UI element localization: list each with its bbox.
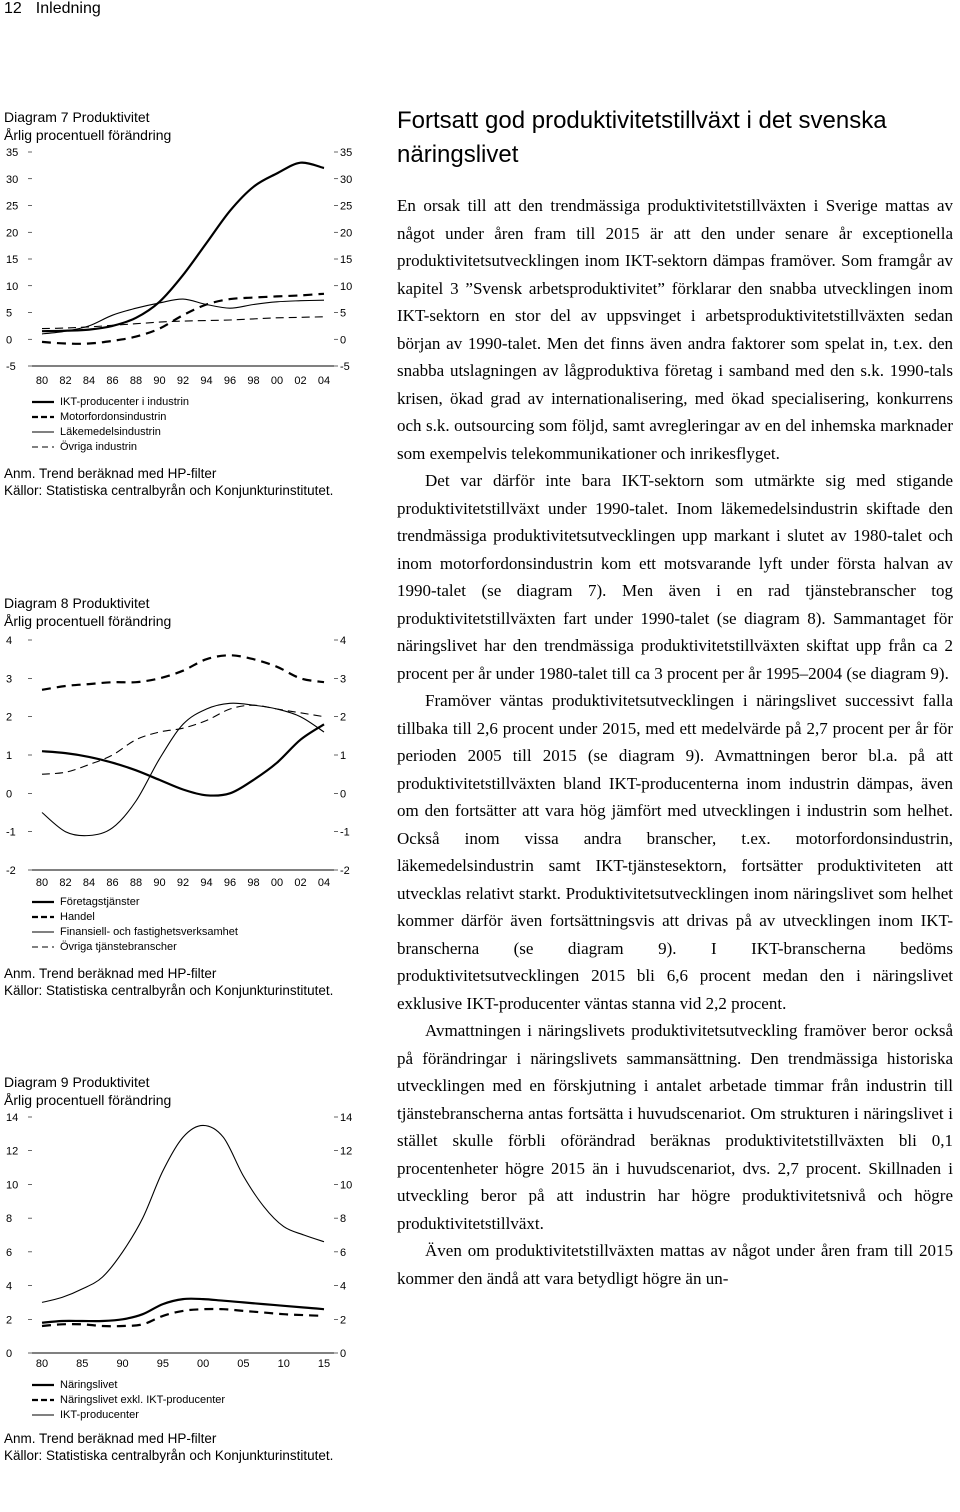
x-tick-label: 04	[317, 375, 331, 387]
y-tick-label-left: 20	[6, 227, 19, 240]
x-tick-label: 15	[317, 1358, 331, 1370]
x-tick-label: 96	[223, 877, 237, 889]
chart-source: Källor: Statistiska centralbyrån och Konjunkturinstitutet.	[4, 483, 334, 498]
page-header	[4, 0, 115, 18]
diagram-7	[4, 108, 370, 499]
legend-label: Läkemedelsindustrin	[60, 425, 161, 438]
y-tick-label-right: -1	[340, 826, 350, 839]
y-tick-label-right: 10	[340, 280, 353, 293]
x-tick-label: 90	[153, 375, 166, 387]
y-tick-label-left: 0	[6, 788, 13, 801]
article	[397, 104, 953, 1292]
legend-swatch	[32, 1411, 54, 1419]
x-tick-label: 80	[35, 1358, 49, 1370]
legend-swatch	[32, 928, 54, 936]
y-tick-label-left: 10	[6, 280, 19, 293]
y-tick-label-right: -2	[340, 865, 350, 877]
y-tick-label-right: 0	[340, 1348, 347, 1360]
chart-subtitle: Årlig procentuell förändring	[4, 613, 172, 629]
legend-swatch	[32, 1381, 54, 1389]
y-tick-label-right: 30	[340, 173, 353, 186]
legend-entry	[4, 939, 370, 954]
y-tick-label-right: 6	[340, 1246, 347, 1259]
y-tick-label-right: 2	[340, 711, 347, 724]
paragraph: En orsak till att den trendmässiga produktivitetstillväxten i Sverige mattas av något under åren fram till 2015 är att den under senare år exceptionella produktivitetsutvecklingen inom IKT-sektorn dämpas framöver. Som framgår av kapitel 3 ”Svensk arbetsproduktivitet” förklarar den snabba utvecklingen inom IKT-sektorn en stor del av uppsvinget i arbetsproduktivitetstillväxten sedan början av 1990-talet. Men det finns även andra faktorer som spelat in, t.ex. den snabba utslagningen av lågproduktiva företag i samband med den s.k. 1990-tals krisen, ökad grad av internationalisering, med ökad specialisering, konkurrens och s.k. outsourcing som följd, samt avregleringar av en del inhemska marknader som exempelvis telekommunikationer och inrikesflyget.	[397, 196, 953, 463]
y-tick-label-right: 4	[340, 635, 347, 647]
y-tick-label-right: 5	[340, 307, 347, 320]
diagram-8	[4, 594, 370, 999]
paragraph: Avmattningen i näringslivets produktivitetsutveckling framöver beror också på förändringar i näringslivets sammansättning. Den trendmässiga historiska utvecklingen med en förskjutning i antalet arbetade timmar från industrin till tjänstebranscherna antas fortsätta i huvudscenariot. Om strukturen i näringslivet i stället skulle förbli oförändrad beräknas produktivitetstillväxten bli 0,1 procentenheter högre 2015 än i huvudscenariot, dvs. 2,7 procent. Skillnaden i utveckling beror på att industrin har högre produktivitetsnivå och högre produktivitetstillväxt.	[397, 1021, 953, 1233]
chart-note: Anm. Trend beräknad med HP-filter	[4, 466, 217, 481]
series-line-1	[42, 163, 324, 332]
y-tick-label-left: 15	[6, 254, 19, 266]
y-tick-label-right: 20	[340, 227, 353, 240]
y-tick-label-left: 4	[6, 635, 13, 647]
x-tick-label: 05	[237, 1358, 250, 1370]
chart-plot	[4, 144, 370, 394]
chart-title: Diagram 7 Produktivitet	[4, 109, 150, 125]
legend-entry	[4, 424, 370, 439]
y-tick-label-right: 0	[340, 334, 347, 347]
legend-entry	[4, 924, 370, 939]
chart-legend	[4, 1377, 370, 1422]
y-tick-label-left: 8	[6, 1213, 13, 1226]
paragraph: Framöver väntas produktivitetsutvecklingen i näringslivet successivt falla tillbaka till 2,6 procent under 2015, med ett medelvärde på 2,7 procent per år för perioden 2005 till 2015 (se diagram 9). Avmattningen beror bl.a. på att produktivitetstillväxten bland IKT-producenterna inom industrin dämpas, även om den fortsätter att vara hög jämfört med utvecklingen i industrin som helhet. Också inom vissa andra branscher, t.ex. motorfordonsindustrin, läkemedelsindustrin samt IKT-tjänstesektorn, fortsätter produktiviteten att utvecklas relativt starkt. Produktivitetsutvecklingen inom näringslivet som helhet kommer därför även fortsättningsvis att drivas på av utvecklingen inom IKT-branscherna (se diagram 9). I IKT-branscherna bedöms produktivitetsutvecklingen 2015 bli 6,6 procent medan den i näringslivet exklusive IKT-producenter väntas stanna vid 2,2 procent.	[397, 691, 953, 1013]
x-tick-label: 94	[200, 375, 213, 387]
y-tick-label-right: 35	[340, 147, 353, 159]
x-tick-label: 02	[294, 877, 307, 889]
y-tick-label-left: 30	[6, 173, 19, 186]
chart-note: Anm. Trend beräknad med HP-filter	[4, 1431, 217, 1446]
paragraph: Även om produktivitetstillväxten mattas av något under åren fram till 2015 kommer den ändå att vara betydligt högre än un-	[397, 1241, 953, 1288]
series-line-2	[42, 655, 324, 690]
series-line-4	[42, 705, 324, 774]
y-tick-label-right: 8	[340, 1213, 347, 1226]
y-tick-label-left: 35	[6, 147, 19, 159]
chart-source: Källor: Statistiska centralbyrån och Konjunkturinstitutet.	[4, 1448, 334, 1463]
paragraph: Det var därför inte bara IKT-sektorn som utmärkte sig med stigande produktivitetstillväxt under 1990-talet. Inom läkemedelsindustrin skiftade den trendmässiga produktivitetsutvecklingen upp markant i slutet av 1980-talet och inom motorfordonsindustrin kom ett motsvarande lyft under första halvan av 1990-talet (se diagram 7). Men även i en rad tjänstebranscher tog produktivitetstillväxten fart under 1990-talet (se diagram 8). Sammantaget för näringslivet har den trendmässiga produktivitetstillväxten skiftat upp från ca 2 procent per år under 1980-talet till ca 3 procent per år 1995–2004 (se diagram 9).	[397, 471, 953, 683]
legend-entry	[4, 1392, 370, 1407]
y-tick-label-left: 2	[6, 711, 13, 724]
legend-swatch	[32, 1396, 54, 1404]
legend-swatch	[32, 413, 54, 421]
series-line-1	[42, 724, 324, 795]
y-tick-label-left: 3	[6, 673, 13, 686]
x-tick-label: 02	[294, 375, 307, 387]
y-tick-label-left: 6	[6, 1246, 13, 1259]
chart-note: Anm. Trend beräknad med HP-filter	[4, 966, 217, 981]
chart-source: Källor: Statistiska centralbyrån och Konjunkturinstitutet.	[4, 983, 334, 998]
x-tick-label: 00	[270, 877, 284, 889]
x-tick-label: 00	[197, 1358, 210, 1370]
y-tick-label-left: 4	[6, 1280, 13, 1293]
y-tick-label-left: 12	[6, 1145, 19, 1158]
legend-entry	[4, 409, 370, 424]
y-tick-label-right: 3	[340, 673, 347, 686]
x-tick-label: 86	[106, 375, 119, 387]
legend-entry	[4, 394, 370, 409]
x-tick-label: 98	[247, 877, 260, 889]
series-line-3	[42, 1125, 324, 1302]
y-tick-label-left: 14	[6, 1112, 19, 1124]
x-tick-label: 90	[116, 1358, 129, 1370]
y-tick-label-left: -1	[6, 826, 16, 839]
y-tick-label-left: -5	[6, 361, 16, 373]
chart-legend	[4, 394, 370, 454]
y-tick-label-left: 1	[6, 750, 13, 762]
legend-label: Näringslivet	[60, 1378, 118, 1391]
legend-entry	[4, 1377, 370, 1392]
legend-swatch	[32, 913, 54, 921]
x-tick-label: 98	[247, 375, 260, 387]
legend-swatch	[32, 428, 54, 436]
legend-label: Handel	[60, 910, 95, 923]
section-heading: Fortsatt god produktivitetstillväxt i det svenska näringslivet	[397, 107, 887, 168]
y-tick-label-right: 14	[340, 1112, 353, 1124]
x-tick-label: 94	[200, 877, 213, 889]
y-tick-label-left: 0	[6, 334, 13, 347]
x-tick-label: 84	[82, 375, 96, 387]
y-tick-label-left: 5	[6, 307, 13, 320]
x-tick-label: 80	[35, 375, 49, 387]
x-tick-label: 85	[76, 1358, 89, 1370]
x-tick-label: 95	[156, 1358, 169, 1370]
y-tick-label-left: 0	[6, 1348, 13, 1360]
y-tick-label-left: -2	[6, 865, 16, 877]
series-line-3	[42, 703, 324, 836]
x-tick-label: 04	[317, 877, 331, 889]
chart-legend	[4, 894, 370, 954]
series-line-3	[42, 299, 324, 334]
x-tick-label: 90	[153, 877, 166, 889]
chart-subtitle: Årlig procentuell förändring	[4, 127, 172, 143]
x-tick-label: 00	[270, 375, 284, 387]
legend-label: Finansiell- och fastighetsverksamhet	[60, 925, 238, 938]
legend-label: IKT-producenter	[60, 1408, 139, 1421]
y-tick-label-right: 4	[340, 1280, 347, 1293]
legend-swatch	[32, 943, 54, 951]
chart-title: Diagram 9 Produktivitet	[4, 1074, 150, 1090]
y-tick-label-left: 10	[6, 1179, 19, 1192]
legend-label: IKT-producenter i industrin	[60, 395, 190, 408]
x-tick-label: 92	[176, 375, 190, 387]
x-tick-label: 96	[223, 375, 237, 387]
chart-title: Diagram 8 Produktivitet	[4, 595, 150, 611]
y-tick-label-left: 2	[6, 1314, 13, 1327]
x-tick-label: 88	[129, 877, 143, 889]
legend-label: Övriga tjänstebranscher	[60, 940, 177, 953]
series-line-4	[42, 317, 324, 329]
series-line-2	[42, 1309, 324, 1326]
legend-label: Motorfordonsindustrin	[60, 410, 167, 423]
legend-label: Företagstjänster	[60, 895, 140, 908]
y-tick-label-right: 25	[340, 200, 353, 213]
x-tick-label: 80	[35, 877, 49, 889]
x-tick-label: 82	[59, 877, 72, 889]
legend-entry	[4, 909, 370, 924]
legend-swatch	[32, 443, 54, 451]
x-tick-label: 92	[176, 877, 190, 889]
y-tick-label-left: 25	[6, 200, 19, 213]
legend-label: Övriga industrin	[60, 440, 138, 453]
chart-subtitle: Årlig procentuell förändring	[4, 1092, 172, 1108]
section-name: Inledning	[35, 0, 101, 17]
y-tick-label-right: 1	[340, 750, 347, 762]
x-tick-label: 88	[129, 375, 143, 387]
legend-label: Näringslivet exkl. IKT-producenter	[60, 1393, 226, 1406]
x-tick-label: 10	[277, 1358, 290, 1370]
legend-swatch	[32, 398, 54, 406]
legend-entry	[4, 439, 370, 454]
legend-entry	[4, 894, 370, 909]
y-tick-label-right: 2	[340, 1314, 347, 1327]
legend-swatch	[32, 898, 54, 906]
y-tick-label-right: 15	[340, 254, 353, 266]
x-tick-label: 84	[82, 877, 96, 889]
y-tick-label-right: 10	[340, 1179, 353, 1192]
x-tick-label: 82	[59, 375, 72, 387]
page-number: 12	[4, 0, 22, 17]
legend-entry	[4, 1407, 370, 1422]
chart-plot	[4, 630, 370, 894]
x-tick-label: 86	[106, 877, 119, 889]
chart-plot	[4, 1109, 370, 1377]
y-tick-label-right: -5	[340, 361, 350, 373]
y-tick-label-right: 0	[340, 788, 347, 801]
y-tick-label-right: 12	[340, 1145, 353, 1158]
diagram-9	[4, 1073, 370, 1464]
